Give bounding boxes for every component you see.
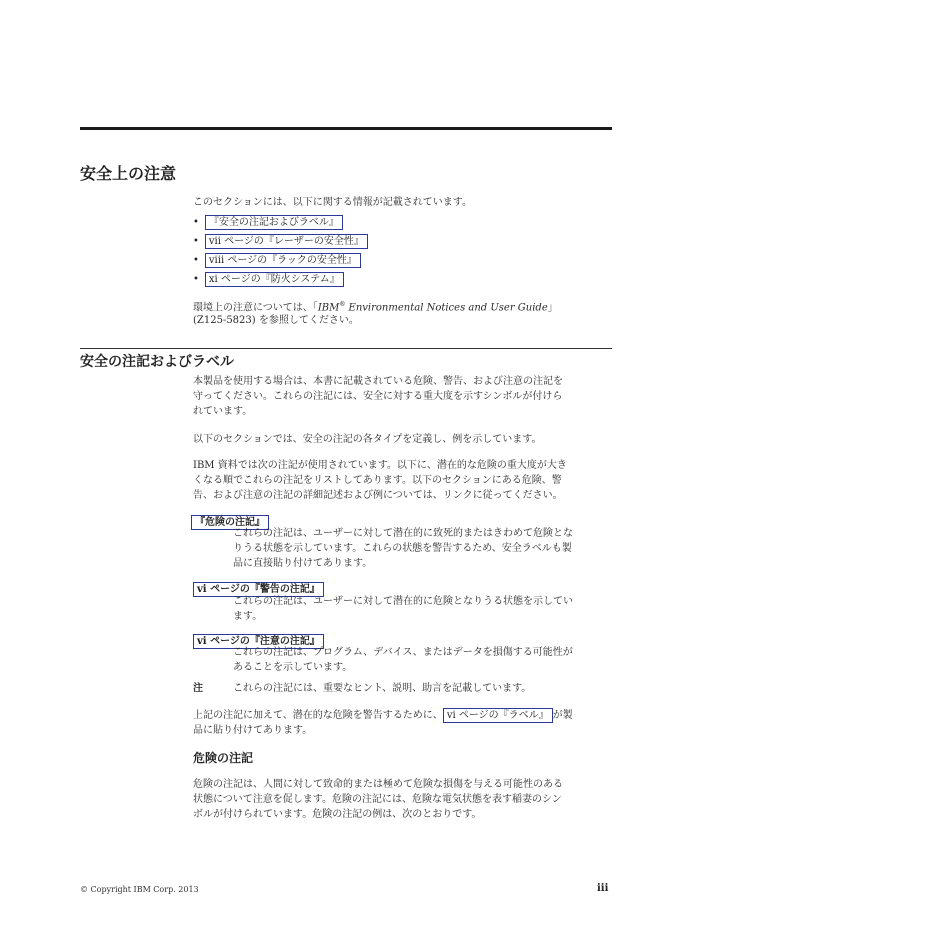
list-item [193,270,368,289]
text-line: ます。 [233,611,263,622]
text-line: 状態について注意を促します。危険の注記には、危険な電気状態を表す稲妻のシン [193,794,562,805]
text-line: くなる順でこれらの注記をリストしてあります。以下のセクションにある危険、警 [193,475,562,486]
bullet-icon: • [193,217,199,228]
page-title: 安全上の注意 [80,164,177,183]
text-line: りうる状態を示しています。これらの状態を警告するため、安全ラベルも製 [233,543,572,554]
env-prefix: 環境上の注意については、「 [193,302,318,314]
section-rule [80,348,612,349]
link-safety-notices[interactable]: 『安全の注記およびラベル』 [205,215,343,230]
text-line: これらの注記は、ユーザーに対して潜在的に危険となりうる状態を示してい [233,596,573,607]
bullet-icon: • [193,255,199,266]
intro-text: このセクションには、以下に関する情報が記載されています。 [193,197,472,208]
list-item [193,251,368,270]
link-caution-notices[interactable]: vi ページの『警告の注記』 [193,582,324,597]
list-item [193,232,368,251]
link-rack-safety[interactable]: viii ページの『ラックの安全性』 [205,253,361,268]
text-line: ボルが付けられています。危険の注記の例は、次のとおりです。 [193,809,482,820]
notice-attention-desc [233,645,573,675]
paragraph-labels-line2: 品に貼り付けてあります。 [193,725,313,736]
text-line: あることを示しています。 [233,662,353,673]
bullet-icon: • [193,274,199,285]
text-line: 守ってください。これらの注記には、安全に対する重大度を示すシンボルが付けら [193,391,563,402]
paragraph-labels [193,708,573,723]
text-line: これらの注記は、プログラム、デバイス、またはデータを損傷する可能性が [233,647,573,658]
top-rule [80,127,612,130]
text-line: IBM 資料では次の注記が使用されています。以下に、潜在的な危険の重大度が大き [193,460,567,471]
paragraph-usage [193,374,563,419]
link-danger-notices[interactable]: 『危険の注記』 [191,515,269,530]
link-fire-suppression[interactable]: xi ページの『防火システム』 [205,272,344,287]
text-line: これらの注記は、ユーザーに対して潜在的に致死的またはきわめて危険とな [233,528,573,539]
text-line: 本製品を使用する場合は、本書に記載されている危険、警告、および注意の注記を [193,376,563,387]
text-line: れています。 [193,406,253,417]
list-item [193,213,368,232]
notice-danger-desc [233,526,573,571]
paragraph-danger [193,777,563,822]
link-laser-safety[interactable]: vii ページの『レーザーの安全性』 [205,234,368,249]
note-label: 注 [193,683,203,694]
text-line: 告、および注意の注記の詳細記述および例については、リンクに従ってください。 [193,490,563,501]
paragraph-ibm-notices [193,458,567,503]
text-line: 品に直接貼り付けてあります。 [233,558,373,569]
footer-copyright: © Copyright IBM Corp. 2013 [80,885,199,894]
env-guide-title: Environmental Notices and User Guide [345,302,548,314]
labels-prefix: 上記の注記に加えて、潜在的な危険を警告するために、 [193,710,443,721]
link-attention-notices[interactable]: vi ページの『注意の注記』 [193,634,324,649]
text-line: 危険の注記は、人間に対して致命的または極めて危険な損傷を与える可能性のある [193,779,563,790]
subsection-title: 危険の注記 [193,751,254,765]
labels-suffix: が製 [552,710,573,721]
paragraph-sections: 以下のセクションでは、安全の注記の各タイプを定義し、例を示しています。 [193,434,542,445]
link-labels[interactable]: vi ページの『ラベル』 [443,708,553,723]
env-ibm: IBM [317,302,340,314]
page-number: iii [597,883,609,894]
env-close: 」 [547,302,558,314]
environment-note-line2: (Z125-5823) を参照してください。 [193,315,359,326]
bullet-icon: • [193,236,199,247]
topic-list [193,213,368,289]
env-registered-mark: ® [339,301,346,308]
section-title: 安全の注記およびラベル [80,354,234,370]
note-text: これらの注記には、重要なヒント、説明、助言を記載しています。 [233,683,532,694]
notice-caution-desc [233,594,573,624]
